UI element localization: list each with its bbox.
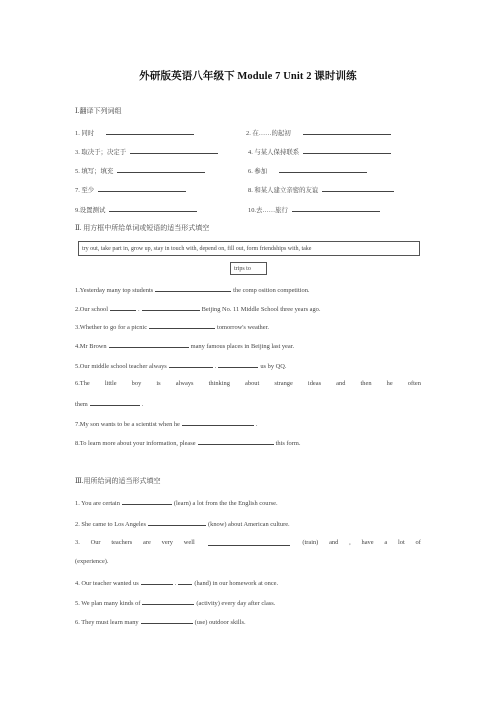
word: little — [104, 380, 117, 387]
sentence-2-8 — [75, 438, 300, 447]
sentence-3-1 — [75, 498, 278, 507]
sentence-2-6 — [75, 380, 421, 387]
phrase-label: 1. 同时 — [75, 130, 95, 137]
sentence-text: 5. We plan many kinds of — [75, 600, 141, 607]
sentence-2-6-continued — [75, 399, 143, 408]
answer-blank[interactable] — [142, 598, 194, 605]
phrase-label: 5. 填写；填充 — [75, 168, 114, 175]
phrase-label: 8. 和某人建立亲密的友谊 — [248, 187, 319, 194]
sentence-text: . — [138, 306, 140, 313]
phrase-item-1 — [75, 128, 196, 137]
answer-blank[interactable] — [106, 128, 194, 135]
answer-blank[interactable] — [198, 438, 274, 445]
word: then — [360, 380, 372, 387]
answer-blank[interactable] — [279, 166, 367, 173]
answer-blank[interactable] — [178, 578, 192, 585]
sentence-2-1 — [75, 285, 310, 294]
word: well — [183, 539, 195, 546]
word: always — [175, 380, 194, 387]
answer-blank[interactable] — [130, 147, 218, 154]
answer-blank[interactable] — [109, 205, 197, 212]
sentence-3-5 — [75, 598, 275, 607]
word: very — [161, 539, 173, 546]
sentence-2-5 — [75, 361, 286, 370]
answer-blank[interactable] — [182, 419, 254, 426]
word: 6.The — [75, 380, 90, 387]
word: and — [329, 539, 339, 546]
phrase-item-6 — [248, 166, 369, 175]
sentence-text: (know) about American culture. — [208, 521, 290, 528]
answer-blank[interactable] — [218, 361, 258, 368]
phrase-item-7 — [75, 185, 188, 194]
sentence-text: 4. Our teacher wanted us — [75, 580, 139, 587]
answer-blank[interactable] — [149, 322, 215, 329]
sentence-text: (hand) in our homework at once. — [194, 580, 279, 587]
phrase-label: 7. 至少 — [75, 187, 95, 194]
section-3-heading: Ⅲ.用所给词的适当形式填空 — [75, 477, 161, 485]
phrase-label: 4. 与某人保持联系 — [248, 149, 300, 156]
phrase-item-8 — [248, 185, 396, 194]
word: often — [407, 380, 421, 387]
phrase-item-3 — [75, 147, 220, 156]
phrase-item-2 — [246, 128, 393, 137]
sentence-3-6 — [75, 617, 246, 626]
sentence-text: 2.Our school — [75, 306, 109, 313]
word: teachers — [111, 539, 133, 546]
word: boy — [131, 380, 142, 387]
sentence-text: . — [174, 580, 177, 587]
sentence-text: many famous places in Beijing last year. — [190, 343, 295, 350]
sentence-text: (use) outdoor skills. — [194, 619, 246, 626]
sentence-text: 1. You are certain — [75, 500, 120, 507]
phrase-label: 2. 在……的起初 — [246, 130, 291, 137]
word: have — [361, 539, 374, 546]
phrase-label: 6. 参加 — [248, 168, 268, 175]
sentence-text: 2. She came to Los Angeles — [75, 521, 146, 528]
word-box — [78, 241, 420, 256]
word: he — [386, 380, 393, 387]
word: (train) — [302, 539, 319, 546]
word-box-text: try out, take part in, grow up, stay in touch with, depend on, fill out, form friendships with, take — [82, 246, 312, 252]
section-2-heading: Ⅱ. 用方框中所给单词或短语的适当形式填空 — [75, 224, 210, 232]
word: lot — [397, 539, 405, 546]
word: Our — [90, 539, 101, 546]
word: are — [143, 539, 151, 546]
sentence-text: this form. — [275, 440, 301, 447]
answer-blank[interactable] — [208, 539, 290, 546]
word-box-continued — [230, 262, 267, 275]
sentence-3-4 — [75, 578, 278, 587]
word-box-text: trips to — [234, 266, 251, 272]
answer-blank[interactable] — [122, 498, 172, 505]
answer-blank[interactable] — [141, 617, 193, 624]
answer-blank[interactable] — [109, 341, 189, 348]
answer-blank[interactable] — [322, 185, 394, 192]
answer-blank[interactable] — [117, 166, 205, 173]
answer-blank[interactable] — [98, 185, 186, 192]
sentence-text: us by QQ. — [260, 363, 287, 370]
word: is — [156, 380, 161, 387]
sentence-text: them — [75, 401, 88, 408]
sentence-text: 8.To learn more about your information, please — [75, 440, 196, 447]
sentence-text: 4.Mr Brown — [75, 343, 107, 350]
phrase-item-4 — [248, 147, 393, 156]
sentence-text: (activity) every day after class. — [196, 600, 276, 607]
sentence-text: . — [214, 363, 217, 370]
word: a — [384, 539, 388, 546]
sentence-text: . — [141, 401, 144, 408]
sentence-2-4 — [75, 341, 294, 350]
sentence-3-3 — [75, 539, 421, 546]
sentence-2-7 — [75, 419, 258, 428]
answer-blank[interactable] — [292, 205, 380, 212]
sentence-text: tomorrow's weather. — [217, 324, 269, 331]
word: of — [415, 539, 421, 546]
word: about — [245, 380, 260, 387]
sentence-text: 6. They must learn many — [75, 619, 139, 626]
word: 3. — [75, 539, 80, 546]
sentence-text: 5.Our middle school teacher always — [75, 363, 167, 370]
answer-blank[interactable] — [110, 304, 136, 311]
answer-blank[interactable] — [303, 147, 391, 154]
phrase-item-9 — [75, 205, 199, 214]
phrase-item-10 — [248, 205, 382, 214]
phrase-label: 10.去……旅行 — [248, 207, 288, 214]
sentence-text: 7.My son wants to be a scientist when he — [75, 421, 180, 428]
sentence-text: 3.Whether to go for a picnic — [75, 324, 148, 331]
page-title: 外研版英语八年级下 Module 7 Unit 2 课时训练 — [139, 71, 357, 82]
sentence-3-2 — [75, 519, 290, 528]
answer-blank[interactable] — [141, 578, 173, 585]
section-1-heading: Ⅰ.翻译下列词组 — [75, 107, 122, 115]
sentence-3-3-continued: (experience). — [75, 558, 109, 565]
sentence-text: Beijing No. 11 Middle School three years ago. — [201, 306, 321, 313]
answer-blank[interactable] — [303, 128, 391, 135]
answer-blank[interactable] — [90, 399, 140, 406]
word: thinking — [208, 380, 230, 387]
phrase-item-5 — [75, 166, 207, 175]
sentence-text: (learn) a lot from the the English course. — [173, 500, 278, 507]
sentence-text: . — [255, 421, 258, 428]
answer-blank[interactable] — [155, 285, 231, 292]
sentence-2-2 — [75, 304, 320, 313]
word: strange — [274, 380, 293, 387]
phrase-label: 3. 取决于；决定于 — [75, 149, 127, 156]
answer-blank[interactable] — [169, 361, 213, 368]
word: , — [349, 539, 351, 546]
word: and — [336, 380, 346, 387]
phrase-label: 9.设置测试 — [75, 207, 106, 214]
sentence-2-3 — [75, 322, 269, 331]
word: ideas — [307, 380, 322, 387]
answer-blank[interactable] — [148, 519, 206, 526]
sentence-text: the comp osition competition. — [233, 287, 310, 294]
sentence-text: 1.Yesterday many top students — [75, 287, 154, 294]
answer-blank[interactable] — [142, 304, 200, 311]
